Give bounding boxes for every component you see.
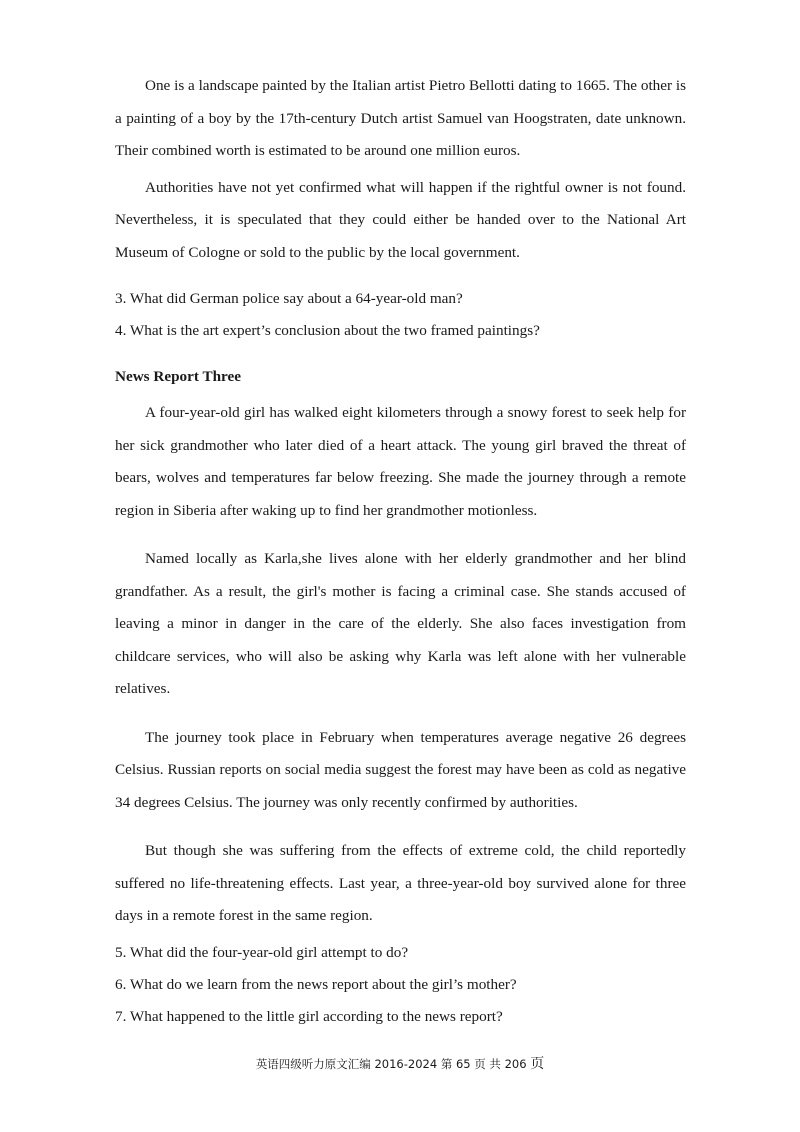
footer-page-number: 65 [455,1057,471,1071]
paragraph: Named locally as Karla,she lives alone with her elderly grandmother and her blind grandfather. As a result, the girl's mother is facing a criminal case. She stands accused of leaving a minor in danger in the care of the elderly. She also faces investigation from childcare services, who will also be asking why Karla was left alone with her vulnerable relatives. [115,550,686,697]
question: 6. What do we learn from the news report about the girl’s mother? [115,975,517,993]
section-heading: News Report Three [115,368,241,385]
page-content [115,70,686,1033]
question: 5. What did the four-year-old girl attempt to do? [115,943,409,961]
paragraph: One is a landscape painted by the Italian artist Pietro Bellotti dating to 1665. The other is a painting of a boy by the 17th-century Dutch artist Samuel van Hoogstraten, date unknown. Their combined worth is estimated to be around one million euros. [115,77,686,159]
paragraph: But though she was suffering from the effects of extreme cold, the child reportedly suffered no life-threatening effects. Last year, a three-year-old boy survived alone for three days in a remote forest in the same region. [115,842,686,924]
footer-page-suffix: 页 [530,1057,545,1072]
paragraph: The journey took place in February when temperatures average negative 26 degrees Celsius. Russian reports on social media suggest the forest may have been as cold as negative 34 degrees Celsius. The journey was only recently confirmed by authorities. [115,728,686,811]
footer-page-prefix: 第 [440,1057,453,1071]
paragraph: Authorities have not yet confirmed what will happen if the rightful owner is not found. Nevertheless, it is speculated that they could either be handed over to the National Art Museum of Cologne or sold to the public by the local government. [115,178,686,261]
question: 4. What is the art expert’s conclusion about the two framed paintings? [115,322,540,339]
question: 7. What happened to the little girl according to the news report? [115,1007,503,1025]
footer-total-pages: 206 [504,1057,527,1071]
page-footer [0,1053,800,1073]
footer-page-mid: 页 共 [474,1057,501,1071]
question: 3. What did German police say about a 64-year-old man? [115,290,463,307]
footer-title: 英语四级听力原文汇编 2016-2024 [255,1057,438,1071]
paragraph: A four-year-old girl has walked eight kilometers through a snowy forest to seek help for her sick grandmother who later died of a heart attack. The young girl braved the threat of bears, wolves and temperatures far below freezing. She made the journey through a remote region in Siberia after waking up to find her grandmother motionless. [115,404,686,519]
